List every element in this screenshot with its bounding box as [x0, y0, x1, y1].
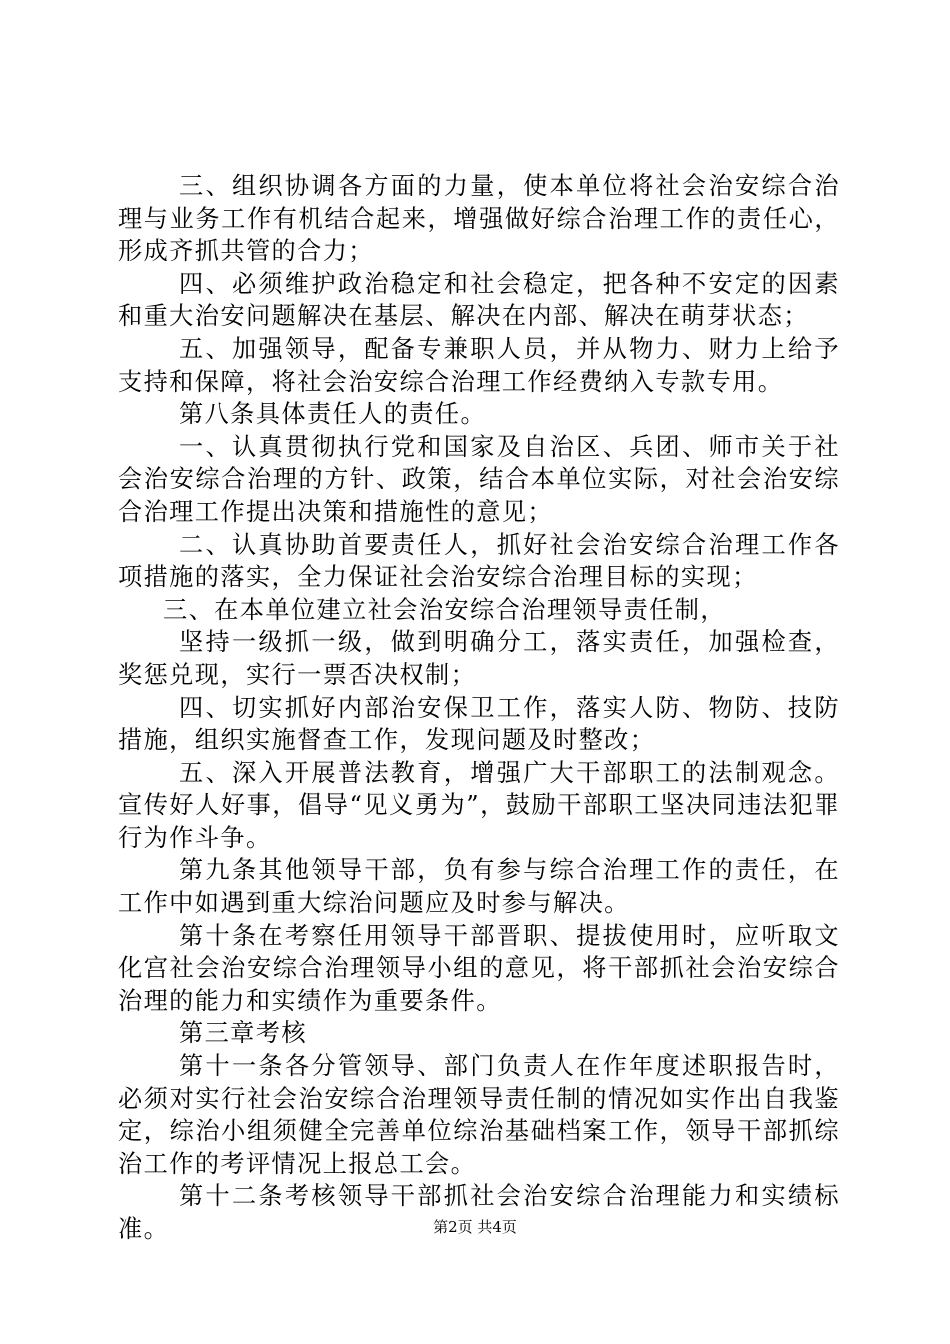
paragraph-6: 二、认真协助首要责任人，抓好社会治安综合治理工作各项措施的落实，全力保证社会治安综合治理目标的实现；	[118, 530, 840, 592]
article-12: 第十二条考核领导干部抓社会治安综合治理能力和实绩标准。	[118, 1182, 840, 1243]
article-11: 第十一条各分管领导、部门负责人在作年度述职报告时，必须对实行社会治安综合治理领导责任制的情况如实作出自我鉴定，综治小组须健全完善单位综治基础档案工作，领导干部抓综治工作的考评情况上报总工会。	[118, 1052, 840, 1178]
paragraph-9: 四、切实抓好内部治安保卫工作，落实人防、物防、技防措施，组织实施督查工作，发现问题及时整改；	[118, 693, 840, 755]
article-8-heading: 第八条具体责任人的责任。	[179, 400, 487, 429]
chapter-3-heading: 第三章考核	[179, 1019, 307, 1048]
paragraph-2: 四、必须维护政治稳定和社会稳定，把各种不安定的因素和重大治安问题解决在基层、解决在内部、解决在萌芽状态；	[118, 269, 840, 331]
page-footer: 第2页 共4页	[433, 1218, 517, 1236]
paragraph-5: 一、认真贯彻执行党和国家及自治区、兵团、师市关于社会治安综合治理的方针、政策，结合本单位实际，对社会治安综合治理工作提出决策和措施性的意见；	[118, 432, 840, 526]
paragraph-7: 三、在本单位建立社会治安综合治理领导责任制，	[163, 595, 726, 624]
paragraph-3: 五、加强领导，配备专兼职人员，并从物力、财力上给予支持和保障，将社会治安综合治理工作经费纳入专款专用。	[118, 334, 840, 396]
paragraph-8: 坚持一级抓一级，做到明确分工，落实责任，加强检查，奖惩兑现，实行一票否决权制；	[118, 628, 840, 689]
paragraph-1: 三、组织协调各方面的力量，使本单位将社会治安综合治理与业务工作有机结合起来，增强做好综合治理工作的责任心，形成齐抓共管的合力；	[118, 172, 840, 266]
article-10: 第十条在考察任用领导干部晋职、提拔使用时，应听取文化宫社会治安综合治理领导小组的意见，将干部抓社会治安综合治理的能力和实绩作为重要条件。	[118, 921, 840, 1015]
article-9: 第九条其他领导干部，负有参与综合治理工作的责任，在工作中如遇到重大综治问题应及时参与解决。	[118, 856, 840, 918]
paragraph-10: 五、深入开展普法教育，增强广大干部职工的法制观念。宣传好人好事，倡导“见义勇为”，鼓励干部职工坚决同违法犯罪行为作斗争。	[118, 758, 840, 852]
document-body	[118, 170, 840, 1246]
